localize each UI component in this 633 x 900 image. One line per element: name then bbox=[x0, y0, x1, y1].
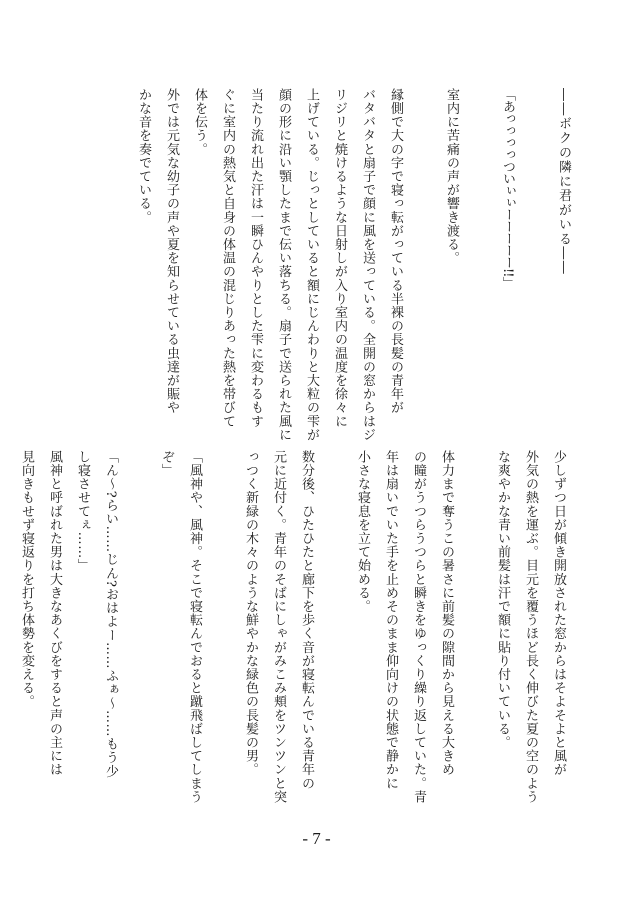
upper-text-block bbox=[129, 88, 577, 442]
text-line: 元に近付く。青年のそばにしゃがみこみ頬をツンツンと突 bbox=[271, 450, 286, 804]
blank-line bbox=[320, 450, 348, 790]
blank-line bbox=[409, 88, 437, 406]
text-line: 上げている。じっとしていると額にじんわりと大粒の雫が bbox=[304, 88, 319, 442]
text-line: な爽やかな青い前髪は汗で額に貼り付いている。 bbox=[495, 450, 510, 750]
blank-line bbox=[521, 88, 549, 406]
text-line: 顔の形に沿い顎したまで伝い落ちる。扇子で送られた風に bbox=[276, 88, 291, 442]
blank-line bbox=[124, 450, 152, 790]
text-line: かな音を奏でている。 bbox=[136, 88, 151, 224]
dialogue-line: 「風神や、風神。そこで寝転んでおると蹴飛ばしてしまう bbox=[187, 450, 202, 804]
text-line: 年は扇いでいた手を止めそのまま仰向けの状態で静かに bbox=[383, 450, 398, 790]
text-line: 数分後、ひたひたと廊下を歩く音が寝転んでいる青年の bbox=[299, 450, 314, 790]
text-line: ぐに室内の熱気と自身の体温の混じりあった熱を帯びて bbox=[220, 88, 235, 428]
dialogue-line: 「あっっっっついぃぃーーーーー!!」 bbox=[500, 88, 515, 289]
text-line: 外では元気な幼子の声や夏を知らせている虫達が賑や bbox=[164, 88, 179, 415]
text-line: の瞳がうつらうつらと瞬きをゆっくり繰り返していた。青 bbox=[411, 450, 426, 804]
dialogue-line: し寝させてぇ……」 bbox=[75, 450, 90, 573]
text-line: っつく新緑の木々のような鮮やかな緑色の長髪の男。 bbox=[243, 450, 258, 777]
text-line: 少しずつ日が傾き開放された窓からはそよそよと風が bbox=[551, 450, 566, 777]
text-line: 風神と呼ばれた男は大きなあくびをすると声の主には bbox=[47, 450, 62, 777]
text-line: 外気の熱を運ぶ。目元を覆うほど長く伸びた夏の空のよう bbox=[523, 450, 538, 804]
blank-line bbox=[208, 450, 236, 790]
text-line: 縁側で大の字で寝っ転がっている半裸の長髪の青年が bbox=[388, 88, 403, 415]
text-line: 小さな寝息を立て始める。 bbox=[355, 450, 370, 614]
text-line: 室内に苦痛の声が響き渡る。 bbox=[444, 88, 459, 265]
dialogue-line: ぞ」 bbox=[159, 450, 174, 478]
page-number: - 7 - bbox=[302, 829, 331, 848]
blank-line bbox=[465, 88, 493, 406]
blank-line bbox=[460, 450, 488, 790]
text-line: 体力まで奪うこの暑さに前髪の隙間から見える大きめ bbox=[439, 450, 454, 777]
text-line: バタバタと扇子で顔に風を送っている。全開の窓からはジ bbox=[360, 88, 375, 442]
dialogue-line: 「ん〜?らい……じん?おはよー……ふぁ〜……もう少 bbox=[103, 450, 118, 778]
text-line: 体を伝う。 bbox=[192, 88, 207, 156]
text-line: リジリと焼けるような日射しが入り室内の温度を徐々に bbox=[332, 88, 347, 428]
lower-text-block bbox=[12, 450, 572, 804]
text-line: 見向きもせず寝返りを打ち体勢を変える。 bbox=[19, 450, 34, 709]
chapter-title: ――ボクの隣に君がいる―― bbox=[556, 88, 571, 276]
text-line: 当たり流れ出た汗は一瞬ひんやりとした雫に変わるもす bbox=[248, 88, 263, 428]
